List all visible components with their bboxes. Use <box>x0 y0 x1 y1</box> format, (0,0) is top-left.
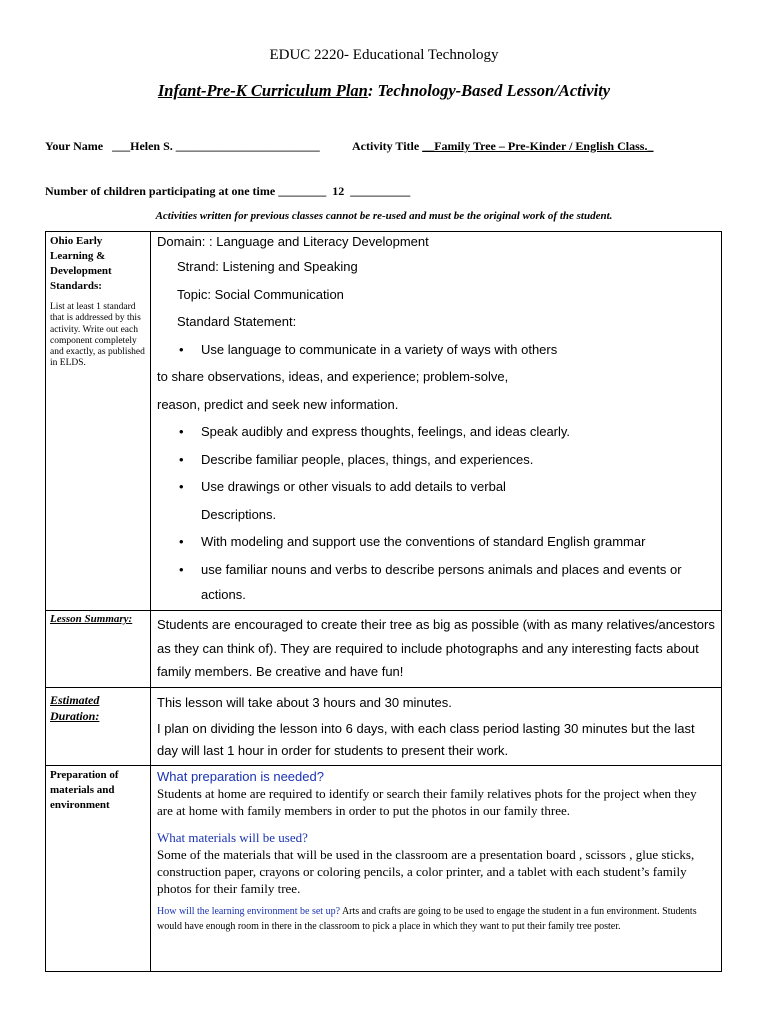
summary-label-cell <box>46 611 151 688</box>
standards-content-cell <box>151 232 722 611</box>
standard-bullet-4-cont: Descriptions. <box>201 506 277 522</box>
standard-bullet-2: • Speak audibly and express thoughts, feelings, and ideas clearly. <box>157 418 715 446</box>
standard-bullet-1: • Use language to communicate in a variety of ways with others <box>157 336 715 364</box>
course-title: EDUC 2220- Educational Technology <box>269 47 499 63</box>
topic-line: Topic: Social Communication <box>177 286 344 302</box>
preparation-row <box>46 766 722 972</box>
materials-answer: Some of the materials that will be used in the classroom are a presentation board , scissors , glue sticks, construction paper, crayons or coloring pencils, a color printer, and a tablet with each student’s family photos for their family tree. <box>157 847 695 896</box>
standard-cont-2: reason, predict and seek new information. <box>157 396 399 412</box>
preparation-heading: Preparation of materials and environment <box>50 769 119 811</box>
activity-title-value: __Family Tree – Pre-Kinder / English Class._ <box>422 139 654 153</box>
standards-row <box>46 232 722 611</box>
spacer <box>157 897 715 904</box>
originality-notice: Activities written for previous classes cannot be re-used and must be the original work of the student. <box>155 210 613 222</box>
summary-content-cell <box>151 611 722 688</box>
curriculum-plan-table <box>45 231 722 972</box>
standards-instructions: List at least 1 standard that is addressed by this activity. Write out each component completely and exactly, as published in ELDS. <box>50 302 145 369</box>
duration-heading: Estimated Duration: <box>50 692 100 723</box>
environment-paragraph <box>157 904 715 934</box>
standard-cont-1: to share observations, ideas, and experience; problem-solve, <box>157 369 509 384</box>
summary-heading: Lesson Summary: <box>50 613 133 625</box>
environment-question: How will the learning environment be set up? <box>157 906 341 917</box>
domain-line: Domain: : Language and Literacy Development <box>157 234 429 249</box>
standard-bullet-4: • Use drawings or other visuals to add details to verbal <box>157 473 715 501</box>
plan-title-subtitle: : Technology-Based Lesson/Activity <box>367 81 611 100</box>
standards-label-cell <box>46 232 151 611</box>
materials-question: What materials will be used? <box>157 830 308 845</box>
duration-line-1: This lesson will take about 3 hours and 30 minutes. <box>157 694 452 710</box>
bullet-icon: • <box>179 424 184 439</box>
bullet-icon: • <box>179 479 184 494</box>
duration-content-cell <box>151 687 722 766</box>
duration-line-2: I plan on dividing the lesson into 6 days, with each class period lasting 30 minutes but the last day will last 1 hour in order for students to present their work. <box>157 721 695 758</box>
environment-answer: Arts and crafts are going to be used to engage the student in a fun environment. Students would have enough room in there in the classroom to pick a place in which they want to put their family tree poster. <box>157 906 697 932</box>
strand-line: Strand: Listening and Speaking <box>177 259 358 274</box>
bullet-icon: • <box>179 534 184 549</box>
duration-row <box>46 687 722 766</box>
duration-label-cell <box>46 687 151 766</box>
statement-line: Standard Statement: <box>177 314 297 329</box>
summary-text: Students are encouraged to create their tree as big as possible (with as many relatives/ancestors as they can think of). They are required to include photographs and any interesting facts about family members. Be creative and have fun! <box>157 617 715 679</box>
student-name-field: Your Name ___Helen S. ________________________ <box>45 139 320 153</box>
spacer <box>157 819 715 829</box>
activity-title-label: Activity Title <box>352 139 423 153</box>
activity-title-field <box>352 139 653 154</box>
bullet-icon: • <box>179 561 184 577</box>
standard-bullet-6: • use familiar nouns and verbs to describe persons animals and places and events or <box>157 556 715 584</box>
children-count-field: Number of children participating at one time ________ 12 __________ <box>45 184 411 198</box>
bullet-icon: • <box>179 341 184 357</box>
standard-bullet-6-cont: actions. <box>201 587 246 602</box>
bullet-icon: • <box>179 451 184 467</box>
preparation-content-cell <box>151 766 722 972</box>
standards-heading: Ohio Early Learning & Development Standards: <box>50 235 112 292</box>
standard-bullet-5: • With modeling and support use the conventions of standard English grammar <box>157 528 715 556</box>
summary-row <box>46 611 722 688</box>
standard-bullet-3: • Describe familiar people, places, things, and experiences. <box>157 446 715 474</box>
preparation-label-cell <box>46 766 151 972</box>
plan-title-main: Infant-Pre-K Curriculum Plan <box>157 81 368 100</box>
preparation-answer: Students at home are required to identify or search their family relatives phots for the project when they are at home with family members in order to put the photos in our family three. <box>157 786 697 818</box>
preparation-question: What preparation is needed? <box>157 769 324 784</box>
plan-title <box>0 81 768 101</box>
